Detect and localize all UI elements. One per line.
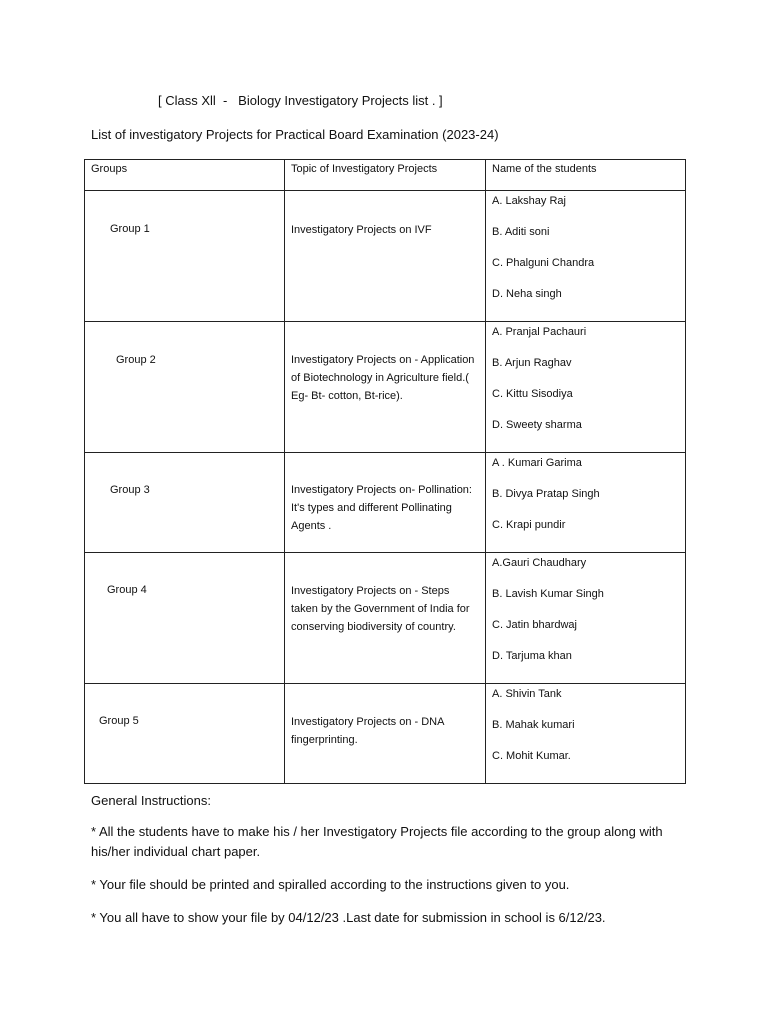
student-name: B. Arjun Raghav: [492, 357, 572, 369]
instruction-item: * All the students have to make his / her Investigatory Projects file according to the group along with his/her individual chart paper.: [91, 824, 663, 859]
topic-cell: [285, 191, 486, 322]
student-name: A. Shivin Tank: [492, 688, 562, 700]
student-name: B. Lavish Kumar Singh: [492, 588, 604, 600]
student-name: A. Lakshay Raj: [492, 195, 566, 207]
table-row: [85, 322, 686, 453]
header-students: Name of the students: [486, 160, 686, 191]
student-name: C. Jatin bhardwaj: [492, 619, 577, 631]
group-cell: [85, 684, 285, 784]
group-label: Group 5: [99, 715, 139, 727]
student-name: C. Phalguni Chandra: [492, 257, 595, 269]
topic-text: Investigatory Projects on - Steps taken by the Government of India for conserving biodiversity of country.: [291, 585, 470, 633]
table-row: [85, 453, 686, 553]
table-row: [85, 191, 686, 322]
student-name: B. Divya Pratap Singh: [492, 488, 600, 500]
topic-cell: [285, 553, 486, 684]
projects-table: [84, 159, 686, 784]
group-cell: [85, 191, 285, 322]
group-cell: [85, 453, 285, 553]
student-name: D. Sweety sharma: [492, 419, 582, 431]
student-name: C. Kittu Sisodiya: [492, 388, 573, 400]
student-name: A.Gauri Chaudhary: [492, 557, 587, 569]
topic-text: Investigatory Projects on - DNA fingerprinting.: [291, 716, 444, 746]
topic-text: Investigatory Projects on- Pollination: It's types and different Pollinating Agents .: [291, 484, 472, 532]
topic-text: Investigatory Projects on - Application of Biotechnology in Agriculture field.( Eg- Bt- cotton, Bt-rice).: [291, 354, 475, 402]
group-cell: [85, 553, 285, 684]
student-name: D. Tarjuma khan: [492, 650, 572, 662]
students-cell: [486, 453, 686, 553]
student-name: D. Neha singh: [492, 288, 562, 300]
instructions-heading: General Instructions:: [91, 793, 211, 808]
group-label: Group 3: [110, 484, 150, 496]
student-name: A. Pranjal Pachauri: [492, 326, 587, 338]
table-row: [85, 684, 686, 784]
header-groups: Groups: [85, 160, 285, 191]
student-name: C. Mohit Kumar.: [492, 750, 571, 762]
topic-text: Investigatory Projects on IVF: [291, 224, 432, 236]
student-name: B. Mahak kumari: [492, 719, 575, 731]
group-label: Group 2: [116, 354, 156, 366]
group-label: Group 1: [110, 223, 150, 235]
table-row: [85, 553, 686, 684]
student-name: A . Kumari Garima: [492, 457, 582, 469]
instruction-item: * You all have to show your file by 04/12/23 .Last date for submission in school is 6/12/23.: [91, 910, 606, 925]
table-header-row: [85, 160, 686, 191]
group-label: Group 4: [107, 584, 147, 596]
document-title: [ Class Xll - Biology Investigatory Projects list . ]: [158, 93, 443, 108]
document-subtitle: List of investigatory Projects for Practical Board Examination (2023-24): [91, 127, 499, 142]
students-cell: [486, 553, 686, 684]
student-name: C. Krapi pundir: [492, 519, 566, 531]
header-topic: Topic of Investigatory Projects: [285, 160, 486, 191]
students-cell: [486, 191, 686, 322]
topic-cell: [285, 322, 486, 453]
instruction-item: * Your file should be printed and spiralled according to the instructions given to you.: [91, 877, 570, 892]
student-name: B. Aditi soni: [492, 226, 550, 238]
students-cell: [486, 684, 686, 784]
topic-cell: [285, 453, 486, 553]
students-cell: [486, 322, 686, 453]
group-cell: [85, 322, 285, 453]
topic-cell: [285, 684, 486, 784]
